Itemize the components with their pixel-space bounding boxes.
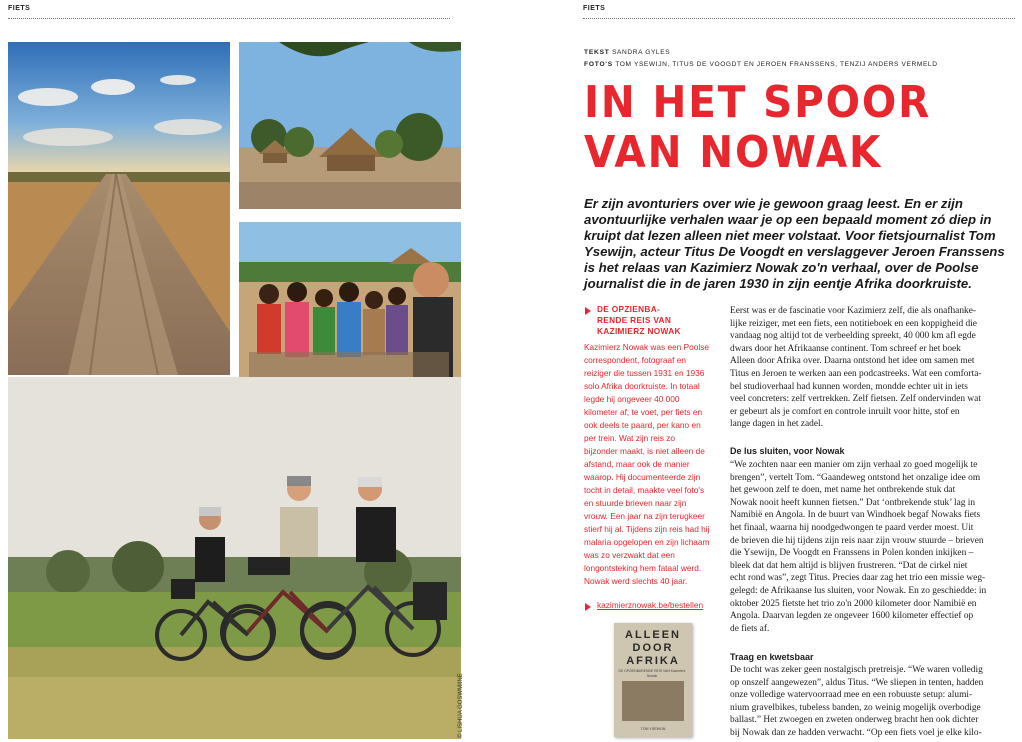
intro-line: journalist die in de jaren 1930 in zijn eentje Afrika doorkruiste. — [584, 276, 972, 291]
body-line: het finaal, waarna hij noodgedwongen te paard verder moest. Uit — [730, 522, 974, 533]
photo-byline-authors: TOM YSEWIJN, TITUS DE VOOGDT EN JEROEN FRANSSENS, TENZIJ ANDERS VERMELD — [615, 61, 938, 68]
body-line: de fiets af. — [730, 623, 770, 634]
body-line: er gebeurt als je comfort en controle inruilt voor hitte, stof en — [730, 406, 960, 417]
sidebar-line: malaria opgelopen en zijn lichaam — [584, 537, 710, 547]
book-subtitle: DE OPZIENBARENDE REIS VAN Kazimierz Nowak — [618, 669, 686, 678]
photo-byline — [584, 61, 938, 68]
body-line: veel concreters: zelf vertrekken. Zelf fietsen. Zelf ondervinden wat — [730, 394, 981, 405]
sidebar-line: vrouw. Een jaar na zijn terugkeer — [584, 511, 705, 521]
body-line: Namibië en Angola. In de buurt van Windhoek begaf Nowaks fiets — [730, 510, 981, 521]
sidebar-title-line: KAZIMIERZ NOWAK — [597, 326, 681, 336]
children-selfie-photo — [239, 222, 461, 377]
body-line: bleek dat dat hem altijd is blijven frustreren. “Dat de cirkel niet — [730, 560, 968, 571]
body-line: lijke reiziger, met een fiets, een notitieboek en een koppigheid die — [730, 318, 977, 329]
headline-line: IN HET SPOOR — [584, 77, 932, 128]
body-paragraph-1 — [730, 305, 1016, 431]
sidebar-line: was zo verzwakt dat een — [584, 550, 675, 560]
book-cover — [614, 623, 692, 737]
body-line: de brieven die hij tijdens zijn reis naar zijn vrouw stuurde – brieven — [730, 535, 984, 546]
text-byline-author: SANDRA GYLES — [612, 49, 671, 56]
sidebar-line: solo Afrika doorkruiste. In totaal — [584, 381, 700, 391]
body-line: Eerst was er de fascinatie voor Kazimierz zelf, die als onafhanke- — [730, 306, 976, 316]
body-line: Alleen door Afrika over. Daarna ontstond het idee om samen met — [730, 356, 975, 367]
body-line: lange dagen in het zadel. — [730, 419, 823, 430]
gravel-road-photo — [8, 42, 230, 375]
body-line: bel studioverhaal had kunnen worden, mondde echter uit in iets — [730, 381, 968, 392]
body-line: het gewoon zelf te doen, met name het ontbrekende stuk dat — [730, 485, 956, 496]
text-byline-label: TEKST — [584, 49, 610, 56]
sidebar-text — [584, 341, 718, 588]
body-line: nium gravelbikes, tubeless banden, zo weinig mogelijk overbodige — [730, 702, 981, 713]
body-line: Angola. Daarvan legden ze ongeveer 1600 kilometer effectief op — [730, 611, 974, 622]
book-title-line: ALLEEN — [625, 629, 681, 641]
sidebar-line: tocht in detail, maakte veel foto's — [584, 485, 705, 495]
photo-byline-label: FOTO'S — [584, 61, 613, 68]
sidebar-title-line: DE OPZIENBA- — [597, 304, 661, 314]
body-line: echt rond was”, zegt Titus. Precies daar zag het trio een missie weg- — [730, 573, 986, 584]
body-line: op onszelf aangewezen”, aldus Titus. “We sliepen in tenten, hadden — [730, 677, 984, 688]
sidebar-line: Nowak werd slechts 40 jaar. — [584, 576, 688, 586]
body-paragraph-2 — [730, 459, 1016, 635]
intro-line: Ysewijn, acteur Titus De Voogdt en verslaggever Jeroen Franssens — [584, 244, 1005, 259]
intro-line: Er zijn avonturiers over wie je gewoon graag leest. En er zijn — [584, 196, 963, 211]
sidebar-line: longontsteking hem fataal werd. — [584, 563, 702, 573]
body-line: De tocht was zeker geen nostalgisch pretreisje. “We waren volledig — [730, 665, 983, 675]
sidebar-line: afstand, maar ook de manier — [584, 459, 690, 469]
headline — [584, 78, 931, 178]
body-line: “We zochten naar een manier om zijn verhaal zo goed mogelijk te — [730, 460, 978, 470]
sidebar-line: Kazimierz Nowak was een Poolse — [584, 342, 709, 352]
sidebar-arrow-icon — [585, 307, 591, 315]
intro-line: kruipt dat lezen alleen niet meer volstaat. Voor fietsjournalist Tom — [584, 228, 996, 243]
book-cover-image — [622, 681, 684, 721]
body-line: vandaag nog altijd tot de verbeelding spreekt, 40 000 km afl egde — [730, 331, 976, 342]
order-book-link[interactable]: kazimierznowak.be/bestellen — [597, 600, 704, 610]
sidebar-line: per trein. Wat zijn reis zo — [584, 433, 675, 443]
intro-line: is het relaas van Kazimierz Nowak zo'n verhaal, over de Poolse — [584, 260, 979, 275]
body-line: brengen”, vertelt Tom. “Gaandeweg ontstond het onzalige idee om — [730, 472, 981, 483]
sidebar-line: correspondent, fotograaf en — [584, 355, 686, 365]
link-arrow-icon — [585, 603, 591, 611]
body-line: die Ysewijn, De Voogdt en Franssens in Polen konden inkijken – — [730, 548, 974, 559]
cyclists-photo — [8, 377, 461, 739]
book-title-line: DOOR — [632, 642, 674, 654]
right-header-rule — [583, 18, 1015, 19]
headline-line: VAN NOWAK — [584, 127, 883, 178]
sidebar-line: kilometer af, te voet, per fiets en — [584, 407, 703, 417]
right-section-tag: FIETS — [583, 5, 606, 12]
photo-credit: © LISHUA GOSWMIINE — [458, 673, 464, 738]
sidebar-title-line: RENDE REIS VAN — [597, 315, 672, 325]
body-paragraph-3 — [730, 664, 1016, 740]
body-line: onze volledige watervoorraad mee en een robuuste setup: alumi- — [730, 690, 973, 701]
sidebar-line: reiziger die tussen 1931 en 1936 — [584, 368, 705, 378]
village-huts-photo — [239, 42, 461, 209]
book-author: TOM YSEWIJN — [640, 727, 666, 731]
body-line: Nowak nooit heeft kunnen fietsen.” Dat ‘ontbrekende stuk’ lag in — [730, 497, 976, 508]
sidebar-line: legde hij ongeveer 40 000 — [584, 394, 680, 404]
intro-line: avontuurlijke verhalen waar je op een bepaald moment zó diep in — [584, 212, 992, 227]
intro-paragraph — [584, 196, 1022, 292]
sidebar-line: ook deels te paard, per kano en — [584, 420, 701, 430]
sidebar-line: stierf hij al. Tijdens zijn reis had hij — [584, 524, 710, 534]
body-line: oktober 2025 fietste het trio zo'n 2000 kilometer door Namibië en — [730, 598, 977, 609]
sidebar-line: en stuurde brieven naar zijn — [584, 498, 687, 508]
body-line: ballast.” Het zwoegen en zweten onderweg bracht hen ook dichter — [730, 715, 979, 726]
left-section-tag: FIETS — [8, 5, 31, 12]
body-line: bij Nowak dan ze hadden verwacht. “Op een fiets voel je elke kilo- — [730, 727, 982, 738]
sidebar-line: bijzonder maakt, is niet alleen de — [584, 446, 705, 456]
body-line: Titus en Jeroen te werken aan een podcastreeks. Wat een comforta- — [730, 368, 982, 379]
body-subheading: De lus sluiten, voor Nowak — [730, 446, 845, 456]
book-title-line: AFRIKA — [626, 655, 680, 667]
text-byline — [584, 49, 670, 56]
body-line: gelegd: de Afrikaanse lus sluiten, voor Nowak. En zo geschiedde: in — [730, 585, 987, 596]
sidebar-title — [597, 304, 681, 337]
sidebar-line: waarop. Hij documenteerde zijn — [584, 472, 701, 482]
left-header-rule — [8, 18, 450, 19]
body-subheading: Traag en kwetsbaar — [730, 652, 814, 662]
body-line: dwars door het Afrikaanse continent. Tom schreef er het boek — [730, 343, 961, 354]
